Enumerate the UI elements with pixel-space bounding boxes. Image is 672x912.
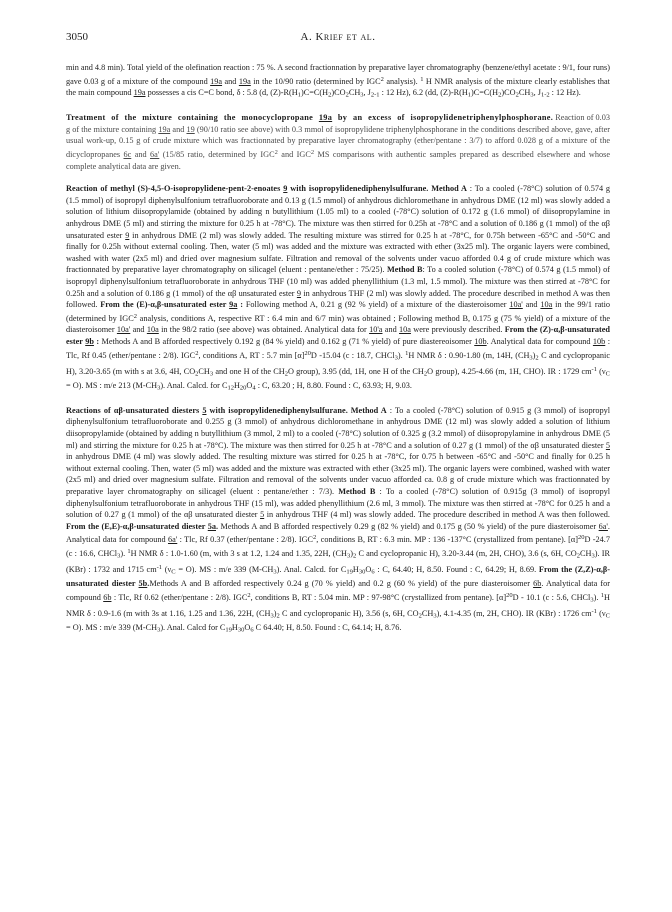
compound-ref: 10a <box>540 300 553 310</box>
article-body <box>66 62 610 636</box>
compound-ref: 19a <box>238 76 251 86</box>
section-heading: Reaction of methyl (S)-4,5-O-isopropylidene-pent-2-enoates 9 with isopropylidenediphenylsulfurane. <box>66 184 429 194</box>
compound-ref: 10a <box>399 325 411 335</box>
compound-ref: 10b <box>592 336 606 346</box>
paragraph-monocyclopropane-treatment: Treatment of the mixture containing the monocyclopropane 19a by an excess of isopropylidenetriphenylphosphorane. Reaction of 0.03 g of the mixture containing 19a and 19 (90/10 ratio see above) with 0.3 mmol of isopropylidene triphenylphosphorane in the conditions described above, gave, after usual work-up, 0.15 g of crude mixture which was fractionnated by preparative layer chromatography (ether/pentane : 3/7) to afford 0.028 g of a mixture of the dicyclopropanes 6c and 6a' (15/85 ratio, determined by IGC$^2$ and IGC$^2$ MS comparisons with authentic samples prepared as described elsewhere and whose complete analytical data are given. <box>66 113 610 171</box>
subheading-z-ester: From the (Z)-α,β-unsaturated ester 9b : <box>66 325 611 346</box>
method-b-label: Method B <box>384 265 423 275</box>
subheading-zz-diester: From the (Z,Z)-α,β-unsaturated diester 5b. <box>66 565 610 589</box>
compound-ref: 6b <box>103 592 112 602</box>
compound-ref: 10a' <box>509 300 523 310</box>
paragraph-olefination-yield: min and 4.8 min). Total yield of the olefination reaction : 75 %. A second fractionnation by preparative layer chromatography (benzene/ethyl acetate : 9/1, four runs) gave 0.03 g of a mixture of the compound 19a and 19a in the 10/90 ratio (determined by IGC$^2$ analysis). $^1$ H NMR analysis of the mixture clearly establishes that the main compound 19a possesses a cis C=C bond, δ : 5.8 (d, $(Z)-R(H_1)C=C(H_2)CO_2CH_3$, $J_{2-1}$ : 12 Hz), 6.2 (dd, $(Z)-R(H_1)C=C(H_2)CO_2CH_3$, $J_{1-2}$ : 12 Hz). <box>66 63 610 99</box>
paragraph-pentenoates-reaction: Reaction of methyl (S)-4,5-O-isopropylidene-pent-2-enoates 9 with isopropylidenediphenylsulfurane. Method A : To a cooled (-78°C) solution of 0.574 g (1.5 mmol) of isopropyl diphenylsulfonium tetrafluoroborate and 0.13 g (1.5 mmol) of anhydrous dichloromethane in anhydrous DME (12 ml) was slowly added a solution of lithium diisopropylamide (obtained by adding n butyllithium (1.05 ml) to a cooled (-78°C) solution of 0.172 g (1.6 mmol) of diisopropylamine in anhydrous DME (5 ml) and stirring the mixture for 0.25 h at -78°C). The mixture was then stirred for 0.25h at -78°C and a solution of 0.186 g (1 mmol) of the αβ unsaturated ester 9 in anhydrous DME (2 ml) was slowly added. The resulting mixture was stirred for 0.25 h at -78°C, for 0.75h between -65°C and -50°C and finally for 0.25h without external cooling. Then, water (5 ml) was added and the mixture was extracted with ether (3x25 ml). The organic layers were combined, washed with water (2x5 ml) and dried over magnesium sulfate. Filtration and removal of the solvents under vacuo afforded 0.4 g of crude mixture which was fractionnated by preparative layer chromatography on silicagel (eluent : pentane/ether : 75/25). Method B: To a cooled solution (-78°C) of 0.574 g (1.5 mmol) of isopropyl diphenylsulfonium tetrafluoroborate in anhydrous THF (10 ml) was added phenyllithium (1.3 ml, 1.5 mmol). The mixture was then stirred at -78°C for 0.25h and a solution of 0.186 g (1 mmol) of the αβ unsaturated ester 9 in anhydrous THF (2 ml) was slowly added. The procedure described in method A was then followed. From the (E)-α,β-unsaturated ester 9a : Following method A, 0.21 g (92 % yield) of a mixture of the diasteroisomer 10a' and 10a in the 99/1 ratio (determined by IGC$^2$ analysis, conditions A, respective RT : 6.4 min and 6/7 min) was obtained ; Following method B, 0.175 g (75 % yield) of a mixture of the diasteroisomer 10a' and 10a in the 98/2 ratio (see above) was obtained. Analytical data for 10'a and 10a were previously described. From the (Z)-α,β-unsaturated ester 9b : Methods A and B afforded respectively 0.192 g (84 % yield) and 0.162 g (71 % yield) of pure diastereoisomer 10b. Analytical data for compound 10b : Tlc, Rf 0.45 (ether/pentane : 2/8). IGC$^2$, conditions A, RT : 5.7 $\min [\alpha]^{20}D$ -15.04 (c : 18.7, CHCl$_3$). $^1$H NMR δ : 0.90-1.80 (m, 14H, $(CH_3)_2$ C and cyclopropanic H), 3.20-3.65 (m with s at 3.6, 4H, $CO_2CH_3$ and one H of the $CH_2O$ group), 3.95 (dd, 1H, one H of the $CH_2O$ group), 4.25-4.66 (m, 1H, CHO). IR : 1729 $cm^{-1}$ $(\nu_C = O)$. MS : m/e 213 $(M-CH_3)$. Anal. Calcd. for $C_{12}H_{20}O_4$ : C, 63.20 ; H, 8.80. Found : C, 63.93; H, 9.03. <box>66 184 611 392</box>
compound-ref: 5 <box>260 510 265 520</box>
compound-ref: 10a <box>146 325 159 335</box>
compound-ref: 6b <box>533 579 542 589</box>
compound-ref: 5 <box>605 440 610 450</box>
compound-ref: 9 <box>296 288 302 298</box>
compound-ref: 6a' <box>150 150 160 160</box>
running-authors: A. Krief et al. <box>300 31 376 43</box>
page-header <box>66 31 610 45</box>
subheading-e-ester: From the (E)-α,β-unsaturated ester 9a : <box>97 300 243 310</box>
compound-ref: 19a <box>210 76 223 86</box>
compound-ref: 9 <box>125 230 130 240</box>
compound-ref: 6c <box>123 150 132 160</box>
section-heading: Treatment of the mixture containing the monocyclopropane 19a by an excess of isopropylidenetriphenylphosphorane. <box>66 113 554 123</box>
compound-ref: 6a' <box>167 535 178 545</box>
compound-ref: 19 <box>186 124 195 134</box>
section-heading: Reactions of αβ-unsaturated diesters 5 with isopropylidenediphenylsulfurane. <box>66 405 348 415</box>
compound-ref: 6a' <box>598 521 608 531</box>
subheading-ee-diester: From the (E,E)-α,β-unsaturated diester 5a. <box>66 521 219 531</box>
compound-ref: 19a <box>158 124 171 134</box>
method-a-label: Method A <box>347 405 387 415</box>
paragraph-diesters-reaction: Reactions of αβ-unsaturated diesters 5 with isopropylidenediphenylsulfurane. Method A : To a cooled (-78°C) solution of 0.915 g (3 mmol) of isopropyl diphenylsulfonium tetrafluoroborate and 0.255 g (3 mmol) of anhydrous dichloromethane in anhydrous DME (12 ml) was slowly added a solution of lithium diisopropylamide (obtained by adding n butyllithium (3 mmol, 2 ml) to a cooled (-78°C) solution of 0.325 g (3.2 mmol) of diisopropylamine in anhydrous DME (5 ml) and stirring the mixture for 0.25 h at -78°C). The mixture was then stirred for 0.25 h at -78°C and a solution of 0.27 g (1 mmol) of the αβ unsaturated diester 5 in anhydrous DME (4 ml) was slowly added. The resulting mixture was stirred for 0.25 h at -78°C, for 0.75 h between -65°C and -50°C and finally for 0.25 h without external cooling. Then, water (5 ml) was added and the mixture was extracted with ether (3x25 ml). The organic layers were combined, washed with water (2x5 ml) and dried over magnesium sulfate. Filtration and removal of the solvents under vacuo afforded ca. 0.8 g of crude mixture which was fractionnated by preparative layer chromatography on silicagel (eluent : pentane/ether : 7/3). Method B : To a cooled (-78°C) solution of 0.915g (3 mmol) of isopropyl diphenylsulfonium tetrafluoroborate in anhydrous THF (15 ml), was added phenyllithium (2.6 ml, 3 mmol). The mixture was then stirred at -78°C for 0.25 h and a solution of 0.27 g (1 mmol) of the αβ unsaturated diester 5 in anhydrous THF (4 ml) was slowly added. The procedure described in method A was then followed. From the (E,E)-α,β-unsaturated diester 5a. Methods A and B afforded respectively 0.29 g (82 % yield) and 0.175 g (50 % yield) of the pure diasteroisomer 6a'. Analytical data for compound 6a' : Tlc, Rf 0.37 (ether/pentane : 2/8). IGC$^2$, conditions B, RT : 6.3 min. MP : 136 -137°C (crystallized from pentane). $[\alpha]^{20}D$ -24.7 (c : 16.6, CHCl$_3$). $^1$H NMR δ : 1.0-1.60 (m, with 3 s at 1.2, 1.24 and 1.35, 22H, $(CH_3)_2$ C and cyclopropanic H), 3.20-3.44 (m, 2H, CHO), 3.6 (s, 6H, $CO_2CH_3$). IR (KBr) : 1732 and 1715 $cm^{-1}$ $(\nu_C = O)$. MS : m/e 339 $(M-CH_3)$. Anal. Calcd. for $C_{19}H_{30}O_6$ : C, 64.40; H, 8.50. Found : C, 64.29; H, 8.69. From the (Z,Z)-α,β-unsaturated diester 5b.Methods A and B afforded respectively 0.24 g (70 % yield) and 0.2 g (60 % yield) of the pure diasteroisomer 6b. Analytical data for compound 6b : Tlc, Rf 0.62 (ether/pentane : 2/8). IGC$^2$, conditions B, RT : 5.04 min. MP : 97-98°C (crystallized from pentane). $[\alpha]^{20}D - 10.1$ (c : 5.6, CHCl$_3$). $^1$H NMR δ : 0.9-1.6 (m with 3s at 1.16, 1.25 and 1.36, 22H, $(CH_3)_2$ C and cyclopropanic H), 3.56 (s, 6H, $CO_2CH_3$), 4.1-4.35 (m, 2H, CHO). IR (KBr) : 1726 $cm^{-1}$ $(\nu_C = O)$. MS : m/e 339 $(M-CH_3)$. Anal. Calcd for $C_{19}H_{30}O_6$ C 64.40; H, 8.50. Found : C, 64.14; H, 8.76. <box>66 405 611 634</box>
compound-ref: 10b <box>474 336 487 346</box>
method-a-label: Method A <box>428 184 467 194</box>
page-number: 3050 <box>66 31 88 43</box>
method-b-label: Method B <box>334 487 376 496</box>
compound-ref: 10a' <box>116 325 131 335</box>
compound-ref: 10'a <box>369 325 383 335</box>
compound-ref: 19a <box>133 88 146 98</box>
